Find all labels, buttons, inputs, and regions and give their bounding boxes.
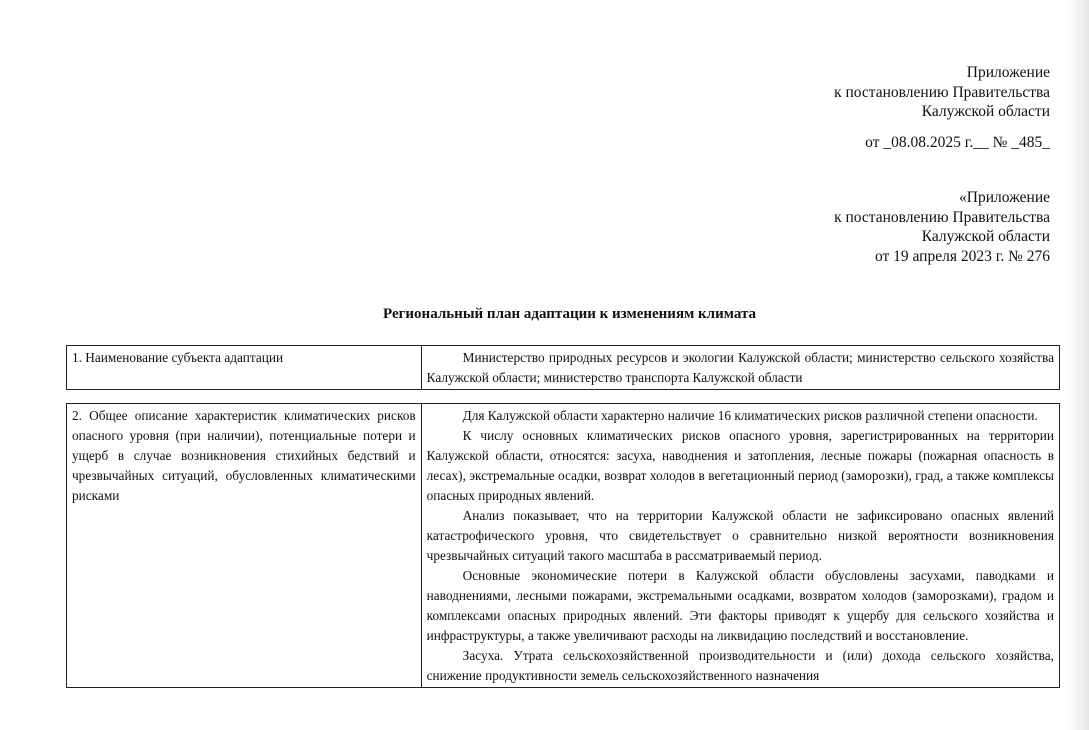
annex-line: Калужской области <box>921 228 1050 245</box>
section-label: 1. Наименование субъекта адаптации <box>67 346 422 390</box>
section-paragraph: Для Калужской области характерно наличие 16 климатических рисков различной степени опасности. <box>462 408 1038 423</box>
table-row <box>67 404 1060 688</box>
annex-line: Приложение <box>966 64 1050 81</box>
section-content <box>421 346 1059 390</box>
annex-line: «Приложение <box>959 189 1050 206</box>
plan-table-section-1 <box>66 345 1060 390</box>
section-paragraph: Основные экономические потери в Калужской области обусловлены засухами, паводками и наводнениями, лесными пожарами, экстремальными осадками, возвратом холодов (заморозками), градом и комплексами опасных природных явлений. Эти факторы приводят к ущербу для сельского хозяйства и инфраструктуры, а также увеличивают расходы на ликвидацию последствий и восстановление. <box>426 568 1054 643</box>
section-paragraph: Анализ показывает, что на территории Калужской области не зафиксировано опасных явлений катастрофического уровня, что свидетельствует о сравнительно низкой вероятности возникновения чрезвычайных ситуаций такого масштаба в рассматриваемый период. <box>426 508 1054 563</box>
section-label <box>67 404 422 688</box>
annex-header-current <box>834 63 1050 152</box>
document-title: Региональный план адаптации к изменениям климата <box>382 306 757 322</box>
annex-line: Калужской области <box>921 103 1050 120</box>
section-content <box>421 404 1059 688</box>
plan-table-section-2 <box>66 403 1060 688</box>
table-row <box>67 346 1060 390</box>
annex-line: к постановлению Правительства <box>834 208 1050 226</box>
section-label-text: 2. Общее описание характеристик климатических рисков опасного уровня (при наличии), потенциальные потери и ущерб в случае возникновения стихийных бедствий и чрезвычайных ситуаций, обусловленных климатическими рисками <box>72 408 416 503</box>
annex-line: к постановлению Правительства <box>834 83 1050 101</box>
annex-date-number: от _08.08.2025 г.__ № _485_ <box>865 133 1050 151</box>
section-paragraph: Министерство природных ресурсов и экологии Калужской области; министерство сельского хозяйства Калужской области; министерство транспорта Калужской области <box>426 350 1054 385</box>
annex-date-number: от 19 апреля 2023 г. № 276 <box>874 247 1050 265</box>
section-paragraph: Засуха. Утрата сельскохозяйственной производительности и (или) дохода сельского хозяйства, снижение продуктивности земель сельскохозяйственного назначения <box>426 648 1054 683</box>
section-paragraph: К числу основных климатических рисков опасного уровня, зарегистрированных на территории Калужской области, относятся: засуха, наводнения и затопления, лесные пожары (пожарная опасность в лесах), экстремальные осадки, возврат холодов в вегетационный период (заморозки), град, а также комплексы опасных природных явлений. <box>426 428 1054 503</box>
annex-header-original <box>834 188 1050 266</box>
